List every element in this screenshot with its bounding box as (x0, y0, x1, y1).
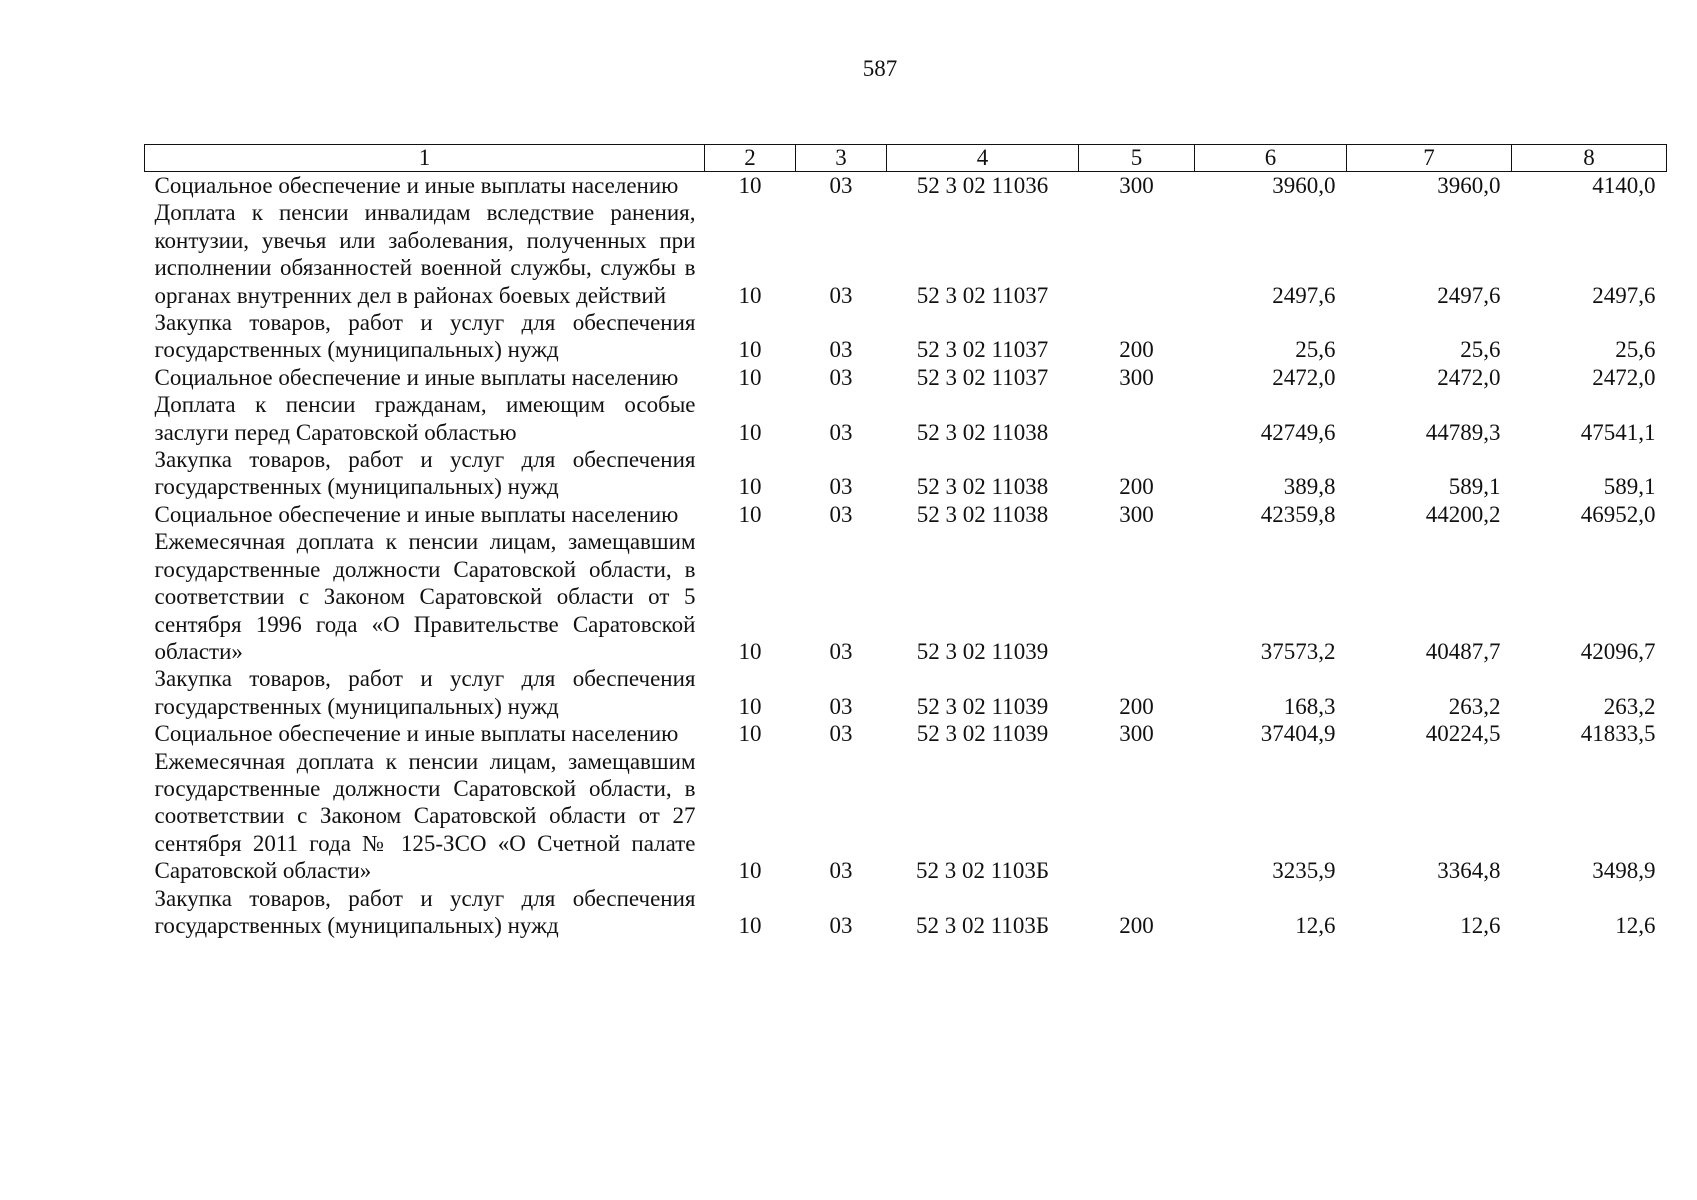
subsection-code: 03 (829, 912, 853, 938)
section-code: 10 (738, 858, 762, 884)
page-number: 587 (862, 56, 898, 81)
subsection-code: 03 (829, 501, 853, 527)
table-row (145, 364, 1667, 391)
section-code: 10 (738, 282, 762, 308)
table-row (145, 720, 1667, 747)
expense-type-code (1079, 528, 1195, 665)
amount-col-7: 2472,0 (1437, 364, 1501, 390)
item-name: Ежемесячная доплата к пенсии лицам, замещавшим государственные должности Саратовской области, в соответствии с Законом Саратовской области от 27 сентября 2011 года № 125-ЗСО «О Счетной палате Саратовской области» (154, 748, 696, 884)
expense-type-code (1079, 199, 1195, 309)
section-code: 10 (738, 912, 762, 938)
amount-col-7: 40224,5 (1425, 721, 1501, 747)
column-header-1: 1 (145, 145, 705, 172)
item-name: Закупка товаров, работ и услуг для обеспечения государственных (муниципальных) нужд (154, 885, 696, 938)
subsection-code: 03 (829, 721, 853, 747)
amount-col-7: 263,2 (1448, 693, 1501, 719)
amount-col-7: 3364,8 (1437, 858, 1501, 884)
subsection-code: 03 (829, 282, 853, 308)
target-article-code: 52 3 02 11038 (916, 501, 1049, 527)
amount-col-6: 42749,6 (1260, 419, 1336, 445)
section-code: 10 (738, 364, 762, 390)
amount-col-6: 2472,0 (1272, 364, 1336, 390)
amount-col-7: 12,6 (1460, 912, 1501, 938)
item-name: Социальное обеспечение и иные выплаты населению (154, 364, 679, 390)
amount-col-8: 3498,9 (1592, 858, 1656, 884)
expense-type-code: 200 (1119, 693, 1154, 719)
table-row (145, 885, 1667, 940)
subsection-code: 03 (829, 693, 853, 719)
item-name: Закупка товаров, работ и услуг для обеспечения государственных (муниципальных) нужд (154, 447, 696, 500)
column-header-4: 4 (887, 145, 1079, 172)
column-header-5: 5 (1079, 145, 1195, 172)
section-code: 10 (738, 419, 762, 445)
target-article-code: 52 3 02 11039 (916, 693, 1049, 719)
table-header-row (145, 145, 1667, 172)
amount-col-8: 263,2 (1603, 693, 1656, 719)
table-row (145, 391, 1667, 446)
subsection-code: 03 (829, 337, 853, 363)
target-article-code: 52 3 02 11038 (916, 474, 1049, 500)
amount-col-8: 2472,0 (1592, 364, 1656, 390)
section-code: 10 (738, 501, 762, 527)
table-row (145, 199, 1667, 309)
table-body (145, 172, 1667, 940)
target-article-code: 52 3 02 11039 (916, 721, 1049, 747)
budget-table (144, 144, 1667, 939)
amount-col-7: 40487,7 (1425, 638, 1501, 664)
target-article-code: 52 3 02 1103Б (915, 858, 1050, 884)
target-article-code: 52 3 02 11036 (916, 173, 1049, 198)
amount-col-8: 2497,6 (1592, 282, 1656, 308)
amount-col-6: 168,3 (1283, 693, 1336, 719)
amount-col-7: 2497,6 (1437, 282, 1501, 308)
table-row (145, 172, 1667, 200)
amount-col-6: 3960,0 (1272, 173, 1336, 198)
item-name: Закупка товаров, работ и услуг для обеспечения государственных (муниципальных) нужд (154, 310, 696, 363)
amount-col-7: 3960,0 (1437, 173, 1501, 198)
column-header-3: 3 (796, 145, 887, 172)
expense-type-code: 300 (1119, 173, 1154, 198)
item-name: Закупка товаров, работ и услуг для обеспечения государственных (муниципальных) нужд (154, 666, 696, 719)
item-name: Ежемесячная доплата к пенсии лицам, замещавшим государственные должности Саратовской области, в соответствии с Законом Саратовской области от 5 сентября 1996 года «О Правительстве Саратовской области» (154, 529, 696, 664)
subsection-code: 03 (829, 858, 853, 884)
expense-type-code (1079, 748, 1195, 885)
amount-col-8: 25,6 (1615, 337, 1656, 363)
amount-col-7: 44789,3 (1425, 419, 1501, 445)
table-row (145, 748, 1667, 885)
amount-col-6: 25,6 (1295, 337, 1336, 363)
amount-col-7: 44200,2 (1425, 501, 1501, 527)
subsection-code: 03 (829, 364, 853, 390)
expense-type-code: 300 (1119, 364, 1154, 390)
amount-col-8: 12,6 (1615, 912, 1656, 938)
subsection-code: 03 (829, 419, 853, 445)
target-article-code: 52 3 02 11039 (916, 638, 1049, 664)
item-name: Социальное обеспечение и иные выплаты населению (154, 721, 679, 747)
section-code: 10 (738, 337, 762, 363)
section-code: 10 (738, 721, 762, 747)
amount-col-8: 589,1 (1603, 474, 1656, 500)
target-article-code: 52 3 02 11038 (916, 419, 1049, 445)
item-name: Социальное обеспечение и иные выплаты населению (154, 173, 679, 198)
table-row (145, 665, 1667, 720)
target-article-code: 52 3 02 11037 (916, 364, 1049, 390)
expense-type-code: 200 (1119, 474, 1154, 500)
amount-col-6: 389,8 (1283, 474, 1336, 500)
item-name: Доплата к пенсии инвалидам вследствие ранения, контузии, увечья или заболевания, полученных при исполнении обязанностей военной службы, службы в органах внутренних дел в районах боевых действий (154, 200, 696, 308)
amount-col-8: 41833,5 (1580, 721, 1656, 747)
table-row (145, 446, 1667, 501)
column-header-8: 8 (1512, 145, 1667, 172)
expense-type-code (1079, 391, 1195, 446)
column-header-2: 2 (705, 145, 796, 172)
item-name: Социальное обеспечение и иные выплаты населению (154, 501, 679, 527)
section-code: 10 (738, 173, 762, 198)
target-article-code: 52 3 02 1103Б (915, 912, 1050, 938)
subsection-code: 03 (829, 474, 853, 500)
target-article-code: 52 3 02 11037 (916, 337, 1049, 363)
section-code: 10 (738, 693, 762, 719)
section-code: 10 (738, 474, 762, 500)
amount-col-8: 4140,0 (1592, 173, 1656, 198)
table-row (145, 309, 1667, 364)
amount-col-6: 42359,8 (1260, 501, 1336, 527)
expense-type-code: 200 (1119, 337, 1154, 363)
column-header-7: 7 (1347, 145, 1512, 172)
target-article-code: 52 3 02 11037 (916, 282, 1049, 308)
amount-col-6: 37404,9 (1260, 721, 1336, 747)
expense-type-code: 300 (1119, 501, 1154, 527)
item-name: Доплата к пенсии гражданам, имеющим особые заслуги перед Саратовской областью (154, 392, 696, 445)
subsection-code: 03 (829, 173, 853, 198)
amount-col-6: 12,6 (1295, 912, 1336, 938)
amount-col-8: 42096,7 (1580, 638, 1656, 664)
amount-col-7: 589,1 (1448, 474, 1501, 500)
amount-col-6: 3235,9 (1272, 858, 1336, 884)
amount-col-6: 2497,6 (1272, 282, 1336, 308)
section-code: 10 (738, 638, 762, 664)
table-row (145, 528, 1667, 665)
amount-col-8: 46952,0 (1580, 501, 1656, 527)
amount-col-6: 37573,2 (1260, 638, 1336, 664)
expense-type-code: 300 (1119, 721, 1154, 747)
amount-col-8: 47541,1 (1580, 419, 1656, 445)
subsection-code: 03 (829, 638, 853, 664)
expense-type-code: 200 (1119, 912, 1154, 938)
table-row (145, 501, 1667, 528)
column-header-6: 6 (1195, 145, 1347, 172)
amount-col-7: 25,6 (1460, 337, 1501, 363)
